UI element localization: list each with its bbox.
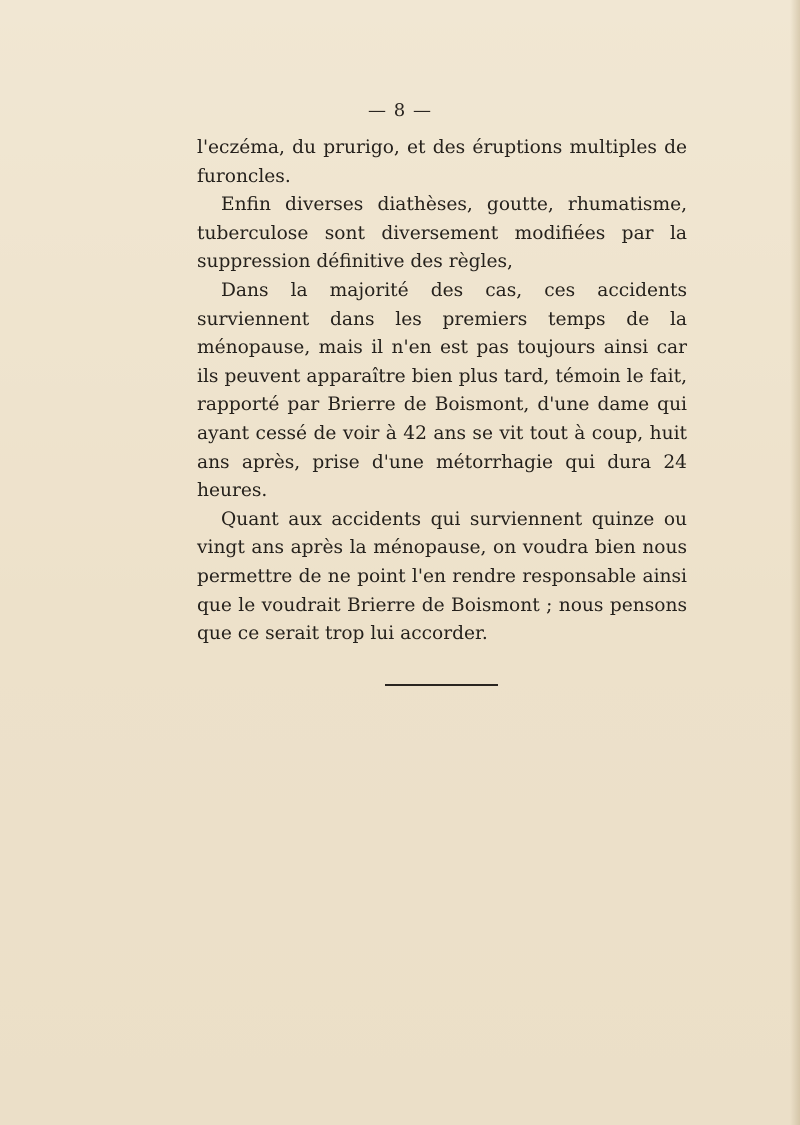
- page-number: — 8 —: [368, 100, 432, 121]
- section-divider-rule: [385, 684, 498, 686]
- paragraph-4: Quant aux accidents qui surviennent quinze ou vingt ans après la ménopause, on voudra bien nous permettre de ne point l'en rendre responsable ainsi que le voudrait Brierre de Boismont ; nous pensons que ce serait trop lui accorder.: [197, 508, 687, 645]
- body-text: [197, 134, 687, 649]
- page-edge-shadow: [790, 0, 800, 1125]
- paragraph-3: Dans la majorité des cas, ces accidents surviennent dans les premiers temps de la ménopause, mais il n'en est pas toujours ainsi car ils peuvent apparaître bien plus tard, témoin le fait, rapporté par Brierre de Boismont, d'une dame qui ayant cessé de voir à 42 ans se vit tout à coup, huit ans après, prise d'une métorrhagie qui dura 24 heures.: [197, 279, 687, 502]
- paragraph-2: Enfin diverses diathèses, goutte, rhumatisme, tuberculose sont diversement modifiées par la suppression définitive des règles,: [197, 194, 687, 273]
- paragraph-1: l'eczéma, du prurigo, et des éruptions multiples de furoncles.: [197, 137, 687, 187]
